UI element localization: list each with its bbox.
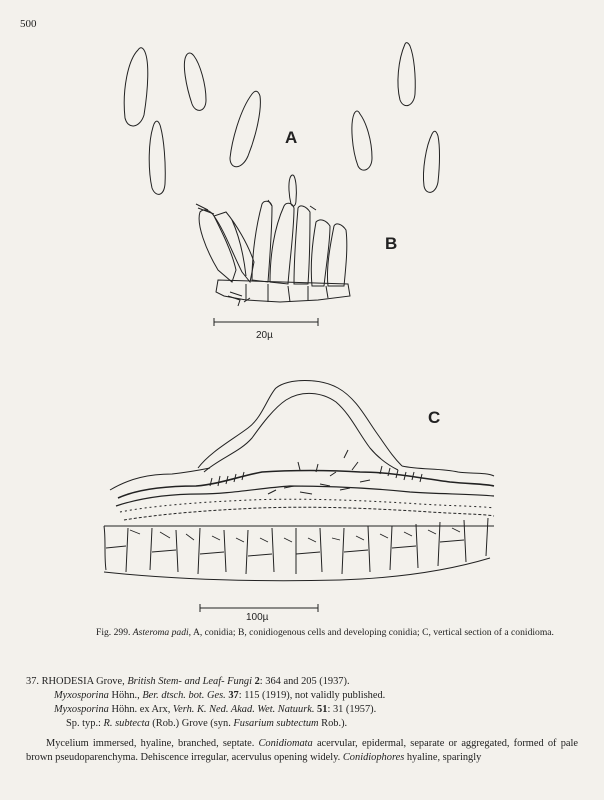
description-term-conidiophores: Conidiophores: [342, 752, 405, 763]
scale-bar-b: [214, 318, 318, 326]
panel-a-conidia: [124, 43, 439, 195]
genus-pages: : 364 and 205 (1937).: [259, 676, 350, 687]
genus-volume: 2: [252, 676, 260, 687]
panel-c-label: C: [428, 408, 441, 427]
synonym-2-volume: 51: [314, 704, 328, 715]
type-species: [26, 717, 586, 731]
description-part-1: Mycelium immersed, hyaline, branched, septate.: [46, 738, 259, 749]
type-prefix: Sp. typ.:: [66, 718, 104, 729]
synonym-2-work: Verh. K. Ned. Akad. Wet. Natuurk.: [172, 704, 315, 715]
type-species-name: R. subtecta: [103, 718, 150, 729]
caption-text: , A, conidia; B, conidiogenous cells and developing conidia; C, vertical section of a conidioma.: [188, 627, 554, 638]
synonym-2: [26, 703, 586, 717]
genus-work: British Stem- and Leaf- Fungi: [127, 676, 252, 687]
panel-b-conidiogenous-cells: [196, 175, 350, 306]
panel-b-label: B: [385, 234, 398, 253]
type-synonym: Fusarium subtectum: [233, 718, 319, 729]
scale-b-label: 20µ: [256, 330, 273, 341]
genus-description: [26, 737, 578, 765]
panel-a-label: A: [285, 128, 298, 147]
caption-species: Asteroma padi: [132, 627, 189, 638]
synonym-1-volume: 37: [225, 690, 239, 701]
synonym-1-work: Ber. dtsch. bot. Ges.: [142, 690, 226, 701]
genus-author: Grove,: [93, 676, 128, 687]
synonym-2-pages: : 31 (1957).: [327, 704, 377, 715]
page-number: 500: [20, 18, 37, 30]
genus-entry: [26, 675, 586, 731]
description-part-2: acervular, epidermal, separate or aggregated, formed of pale brown pseudoparenchyma. Dehiscence irregular, acervulus opening widely.: [26, 738, 578, 763]
synonym-1-pages: : 115 (1919), not validly published.: [238, 690, 386, 701]
scale-bar-c: [200, 604, 318, 612]
scale-c-label: 100µ: [246, 612, 269, 623]
description-part-3: hyaline, sparingly: [404, 752, 482, 763]
synonym-1-author: Höhn.,: [108, 690, 143, 701]
figure-caption: [96, 627, 566, 639]
synonym-2-name: Myxosporina: [54, 704, 109, 715]
caption-fig-no: Fig. 299.: [96, 627, 131, 638]
synonym-1: [26, 689, 586, 703]
genus-name: 37. RHODESIA: [26, 676, 94, 687]
type-author: (Rob.) Grove (syn.: [149, 718, 234, 729]
genus-citation: [26, 675, 586, 689]
synonym-1-name: Myxosporina: [54, 690, 109, 701]
description-term-conidiomata: Conidiomata: [258, 738, 313, 749]
type-end: Rob.).: [318, 718, 348, 729]
synonym-2-author: Höhn. ex Arx,: [108, 704, 173, 715]
